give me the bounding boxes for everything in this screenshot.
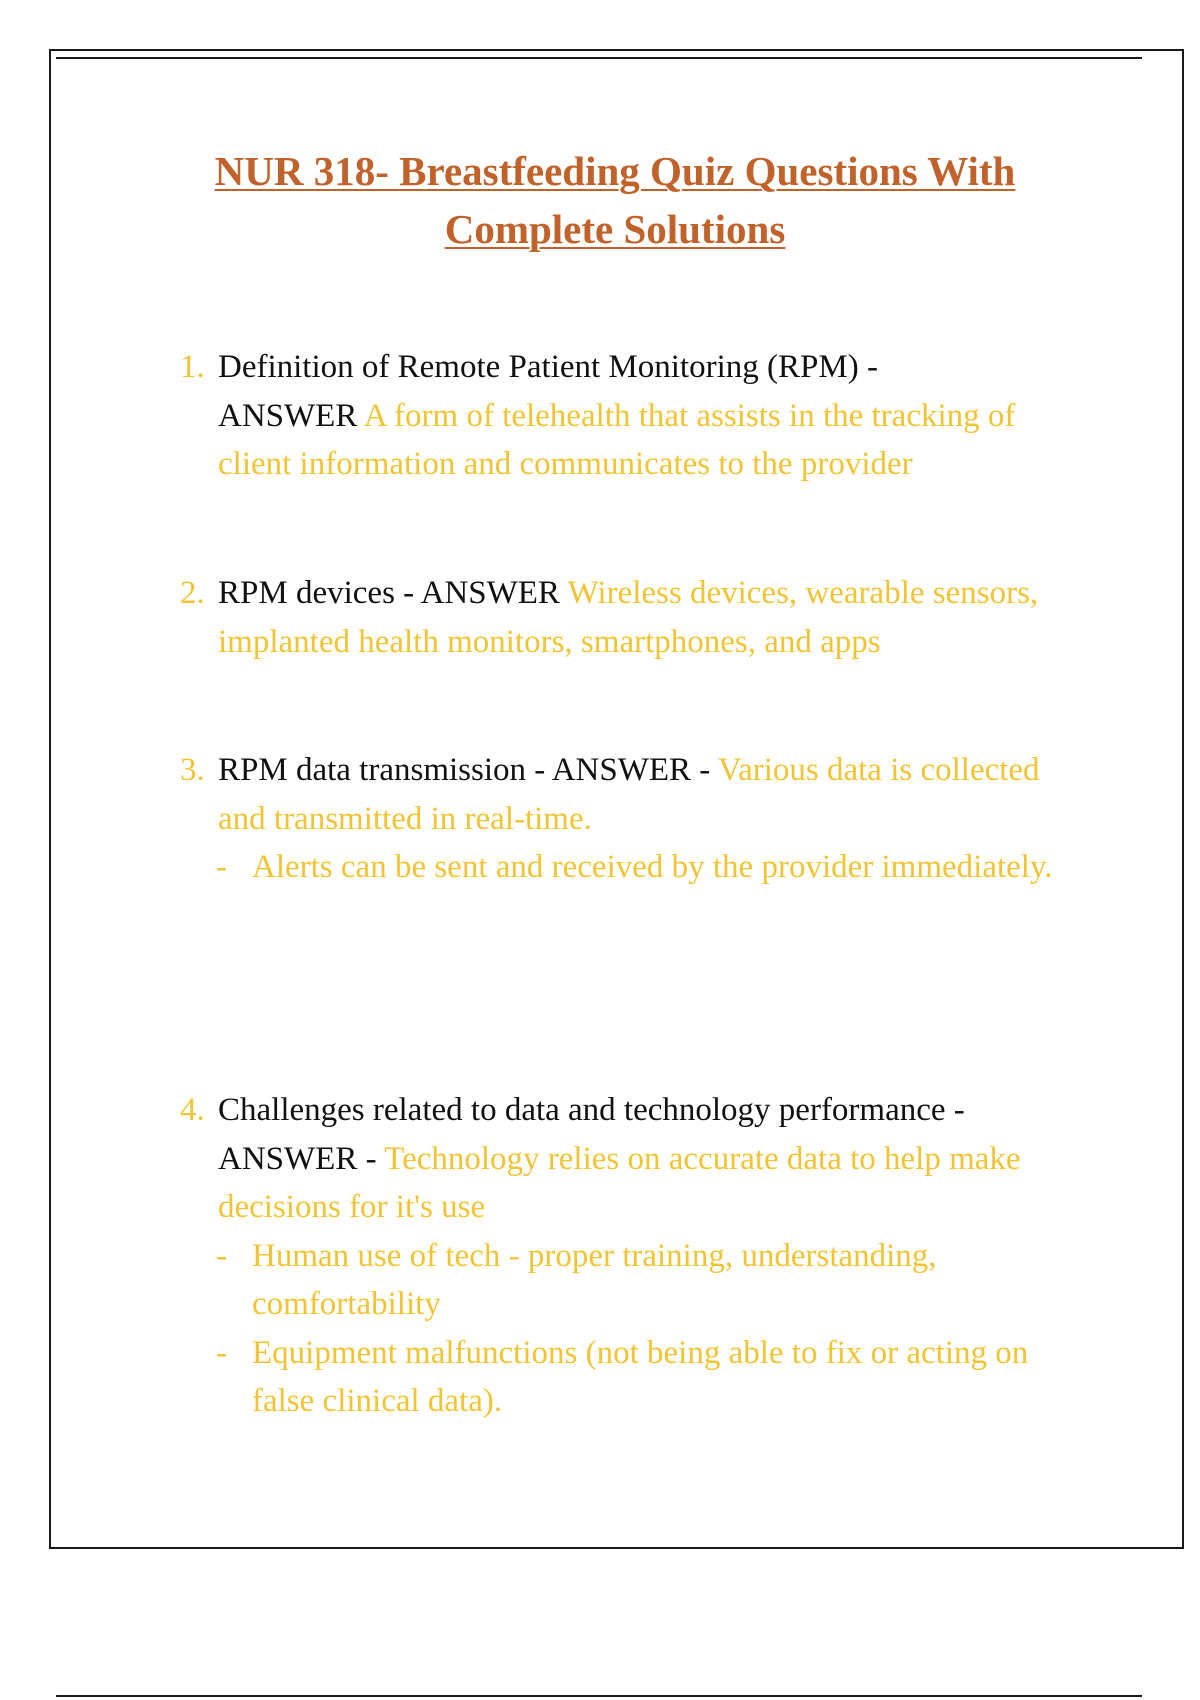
quiz-item-1 xyxy=(180,343,1080,489)
bullet-dash: - xyxy=(216,1334,227,1371)
bottom-rule xyxy=(56,1695,1142,1697)
bullet-dash: - xyxy=(216,1237,227,1274)
answer-text: Technology relies on accurate data to help make decisions for it's use xyxy=(218,1140,1021,1225)
item-body xyxy=(218,569,1080,666)
document-title xyxy=(120,142,1110,258)
quiz-item-2 xyxy=(180,569,1080,666)
item-body xyxy=(218,343,1080,489)
quiz-item-4 xyxy=(180,1086,1080,1426)
bullet-text: Equipment malfunctions (not being able to fix or acting on false clinical data). xyxy=(252,1334,1029,1419)
question-text: RPM devices - xyxy=(218,575,415,611)
item-number: 3. xyxy=(180,752,205,788)
quiz-item-3 xyxy=(180,746,1080,892)
answer-label: ANSWER - xyxy=(218,1140,377,1177)
answer-bullet xyxy=(216,843,1080,892)
item-body xyxy=(218,1086,1080,1232)
item-body xyxy=(218,746,1080,843)
answer-label: ANSWER xyxy=(218,397,358,434)
bullet-dash: - xyxy=(216,849,227,885)
answer-text: Wireless devices, wearable sensors, implanted health monitors, smartphones, and apps xyxy=(218,575,1039,660)
item-number: 4. xyxy=(180,1092,205,1128)
question-text: Challenges related to data and technology performance - xyxy=(218,1092,965,1128)
document-title-line-1: NUR 318- Breastfeeding Quiz Questions With xyxy=(214,148,1016,194)
document-title-line-2: Complete Solutions xyxy=(444,206,786,252)
item-number: 2. xyxy=(180,575,205,611)
question-text: RPM data transmission - xyxy=(218,752,546,788)
answer-label: ANSWER - xyxy=(551,752,711,788)
bullet-text: Human use of tech - proper training, understanding, comfortability xyxy=(252,1237,937,1322)
answer-text: A form of telehealth that assists in the tracking of client information and communicates to the provider xyxy=(218,397,1016,482)
item-number: 1. xyxy=(180,349,205,385)
answer-text: Various data is collected and transmitted in real-time. xyxy=(218,752,1040,837)
bullet-text: Alerts can be sent and received by the provider immediately. xyxy=(252,849,1053,885)
answer-label: ANSWER xyxy=(420,575,560,611)
answer-bullet xyxy=(216,1232,1080,1329)
answer-bullet xyxy=(216,1329,1080,1426)
question-text: Definition of Remote Patient Monitoring (RPM) - xyxy=(218,349,878,385)
